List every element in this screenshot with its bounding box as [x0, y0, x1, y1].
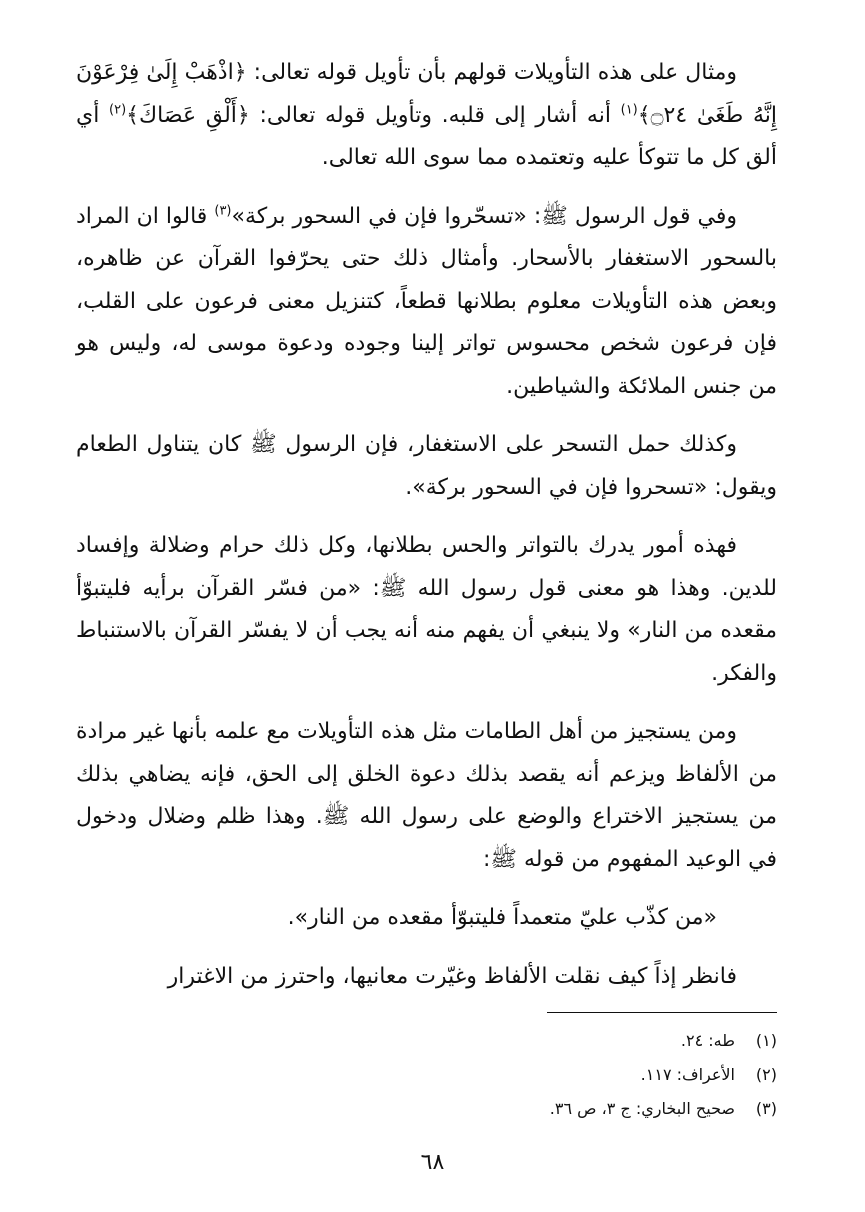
paragraph-4: فهذه أمور يدرك بالتواتر والحس بطلانها، وكل ذلك حرام وضلالة وإفساد للدين. وهذا هو معنى قول رسول الله ﷺ: «من فسّر القرآن برأيه فليتبوّأ مقعده من النار» ولا ينبغي أن يفهم منه أنه يجب أن لا يفسّر القرآن بالاستنباط والفكر.: [76, 533, 777, 686]
footnote-number: (٣): [755, 1099, 777, 1118]
footnote-number: (٢): [755, 1065, 777, 1084]
paragraph-1-text-a: ومثال على هذه التأويلات قولهم بأن تأويل قوله تعالى: ﴿اذْهَبْ إِلَىٰ فِرْعَوْنَ إِنَّهُ طَغَىٰ ۝٢٤﴾: [76, 60, 778, 128]
paragraph-1-text-b: أنه أشار إلى قلبه. وتأويل قوله تعالى: ﴿أَلْقِ عَصَاكَ﴾: [126, 102, 621, 128]
footnote-ref-1: (١): [620, 102, 638, 118]
footnote-3: [357, 1092, 777, 1126]
footnote-number: (١): [755, 1031, 777, 1050]
paragraph-2-text-b: قالوا ان المراد بالسحور الاستغفار بالأسحار. وأمثال ذلك حتى يحرّفوا القرآن عن ظاهره، وبعض هذه التأويلات معلوم بطلانها قطعاً، كتنزيل معنى فرعون على القلب، فإن فرعون شخص محسوس تواتر إلينا وجوده ودعوة موسى له، وليس هو من جنس الملائكة والشياطين.: [76, 203, 777, 399]
main-text: [76, 52, 777, 1014]
paragraph-5: ومن يستجيز من أهل الطامات مثل هذه التأويلات مع علمه بأنها غير مرادة من الألفاظ ويزعم أنه يقصد بذلك دعوة الخلق إلى الحق، فإنه يضاهي بذلك من يستجيز الاختراع والوضع على رسول الله ﷺ. وهذا ظلم وضلال ودخول في الوعيد المفهوم من قوله ﷺ:: [76, 719, 777, 872]
footnote-text: طه: ٢٤.: [680, 1031, 735, 1050]
paragraph-1-text-c: أي ألق كل ما تتوكأ عليه وتعتمده مما سوى الله تعالى.: [76, 102, 777, 170]
paragraph-2-text-a: وفي قول الرسول ﷺ: «تسحّروا فإن في السحور بركة»: [231, 203, 737, 229]
footnote-text: صحيح البخاري: ج ٣، ص ٣٦.: [549, 1099, 735, 1118]
footnote-text: الأعراف: ١١٧.: [640, 1065, 735, 1084]
footnote-separator: [547, 1012, 777, 1013]
page-number: ٦٨: [420, 1150, 445, 1175]
footnote-2: [357, 1058, 777, 1092]
paragraph-7: فانظر إذاً كيف نقلت الألفاظ وغيّرت معانيها، واحترز من الاغترار: [167, 963, 737, 989]
footnotes: [357, 1024, 777, 1126]
footnote-ref-2: (٢): [109, 102, 127, 118]
hadith-quote: «من كذّب عليّ متعمداً فليتبوّأ مقعده من النار».: [287, 905, 717, 930]
footnote-ref-3: (٣): [214, 203, 232, 219]
paragraph-3: وكذلك حمل التسحر على الاستغفار، فإن الرسول ﷺ كان يتناول الطعام ويقول: «تسحروا فإن في السحور بركة».: [76, 432, 777, 500]
paragraph-1: [76, 52, 777, 180]
footnote-1: [357, 1024, 777, 1058]
paragraph-2: [76, 196, 777, 409]
